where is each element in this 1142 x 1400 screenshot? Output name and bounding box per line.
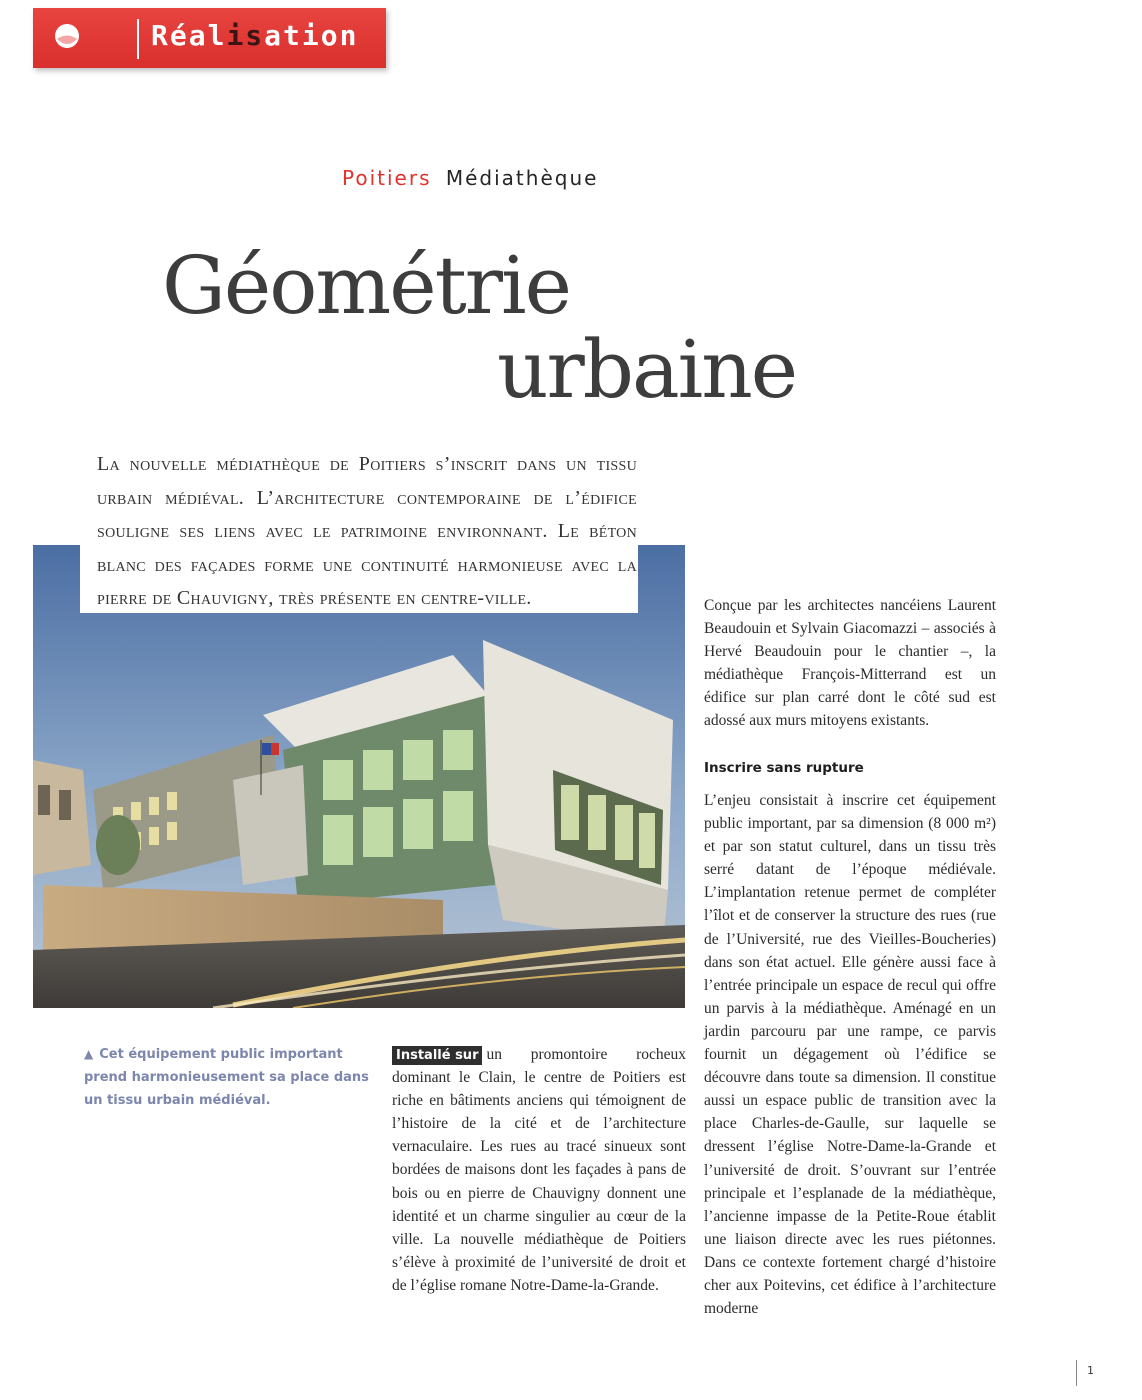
section-label-prefix: Réal [151,19,227,52]
subheading: Inscrire sans rupture [704,760,864,776]
body-column-middle [392,1043,686,1297]
lead-in: Installé sur [392,1046,482,1065]
body-column-right-intro [704,594,996,733]
folio-rule [1076,1360,1077,1386]
body-column-right [704,789,996,1320]
tab-divider [137,19,139,59]
photo-caption [84,1043,374,1112]
kicker-topic: Médiathèque [445,166,599,190]
body-text-right: L’enjeu consistait à inscrire cet équipement public important, par sa dimension (8 000 m²) et par son statut culturel, dans un tissu très serré datant de l’époque médiévale. L’implantation retenue permet de compléter l’îlot et de conserver la structure des rues (rue de l’Université, rue des Vieilles-Boucheries) dans son état actuel. Elle génère aussi face à l’entrée principale un espace de recul qui offre un parvis à la médiathèque. Aménagé en un jardin parcouru par une rampe, ce parvis fournit un dégagement où l’édifice se découvre dans toute sa dimension. Il constitue aussi un espace public de transition avec la place Charles-de-Gaulle, sur laquelle se dressent l’église Notre-Dame-la-Grande et l’université de droit. S’ouvrant sur l’entrée principale et l’esplanade de la médiathèque, l’ancienne impasse de la Petite-Roue établit une liaison directe avec les rues piétonnes. Dans ce contexte fortement chargé d’histoire cher aux Poitevins, cet édifice à l’architecture moderne [704,792,996,1318]
body-text-right-intro: Conçue par les architectes nancéiens Laurent Beaudouin et Sylvain Giacomazzi – associés à Hervé Beaudouin pour le chantier –, la médiathèque François-Mitterrand est un édifice sur plan carré dont le côté sud est adossé aux murs mitoyens existants. [704,597,996,730]
section-label [151,19,358,52]
lead-paragraph: La nouvelle médiathèque de Poitiers s’inscrit dans un tissu urbain médiéval. L’architecture contemporaine de l’édifice souligne ses liens avec le patrimoine environnant. Le béton blanc des façades forme une continuité harmonieuse avec la pierre de Chauvigny, très présente en centre-ville. [97,453,637,609]
section-tab [33,8,386,68]
kicker [342,166,598,190]
section-label-suffix: ation [264,19,359,52]
section-label-highlight: is [226,19,265,52]
kicker-city: Poitiers [342,166,432,190]
body-text-middle: un promontoire rocheux dominant le Clain, le centre de Poitiers est riche en bâtiments anciens qui témoignent de l’histoire de la cité et de l’architecture vernaculaire. Les rues au tracé sinueux sont bordées de maisons dont les façades à pans de bois ou en pierre de Chauvigny donnent une identité et un charme singulier au cœur de la ville. La nouvelle médiathèque de Poitiers s’élève à proximité de l’université de droit et de l’église romane Notre-Dame-la-Grande. [392,1046,686,1294]
logo-icon [53,22,81,50]
triangle-icon: ▲ [84,1047,94,1061]
caption-text: Cet équipement public important prend harmonieusement sa place dans un tissu urbain médiéval. [84,1047,369,1108]
page-number: 1 [1087,1364,1094,1377]
title-line-1: Géométrie [162,239,570,332]
title-line-2: urbaine [497,323,797,416]
